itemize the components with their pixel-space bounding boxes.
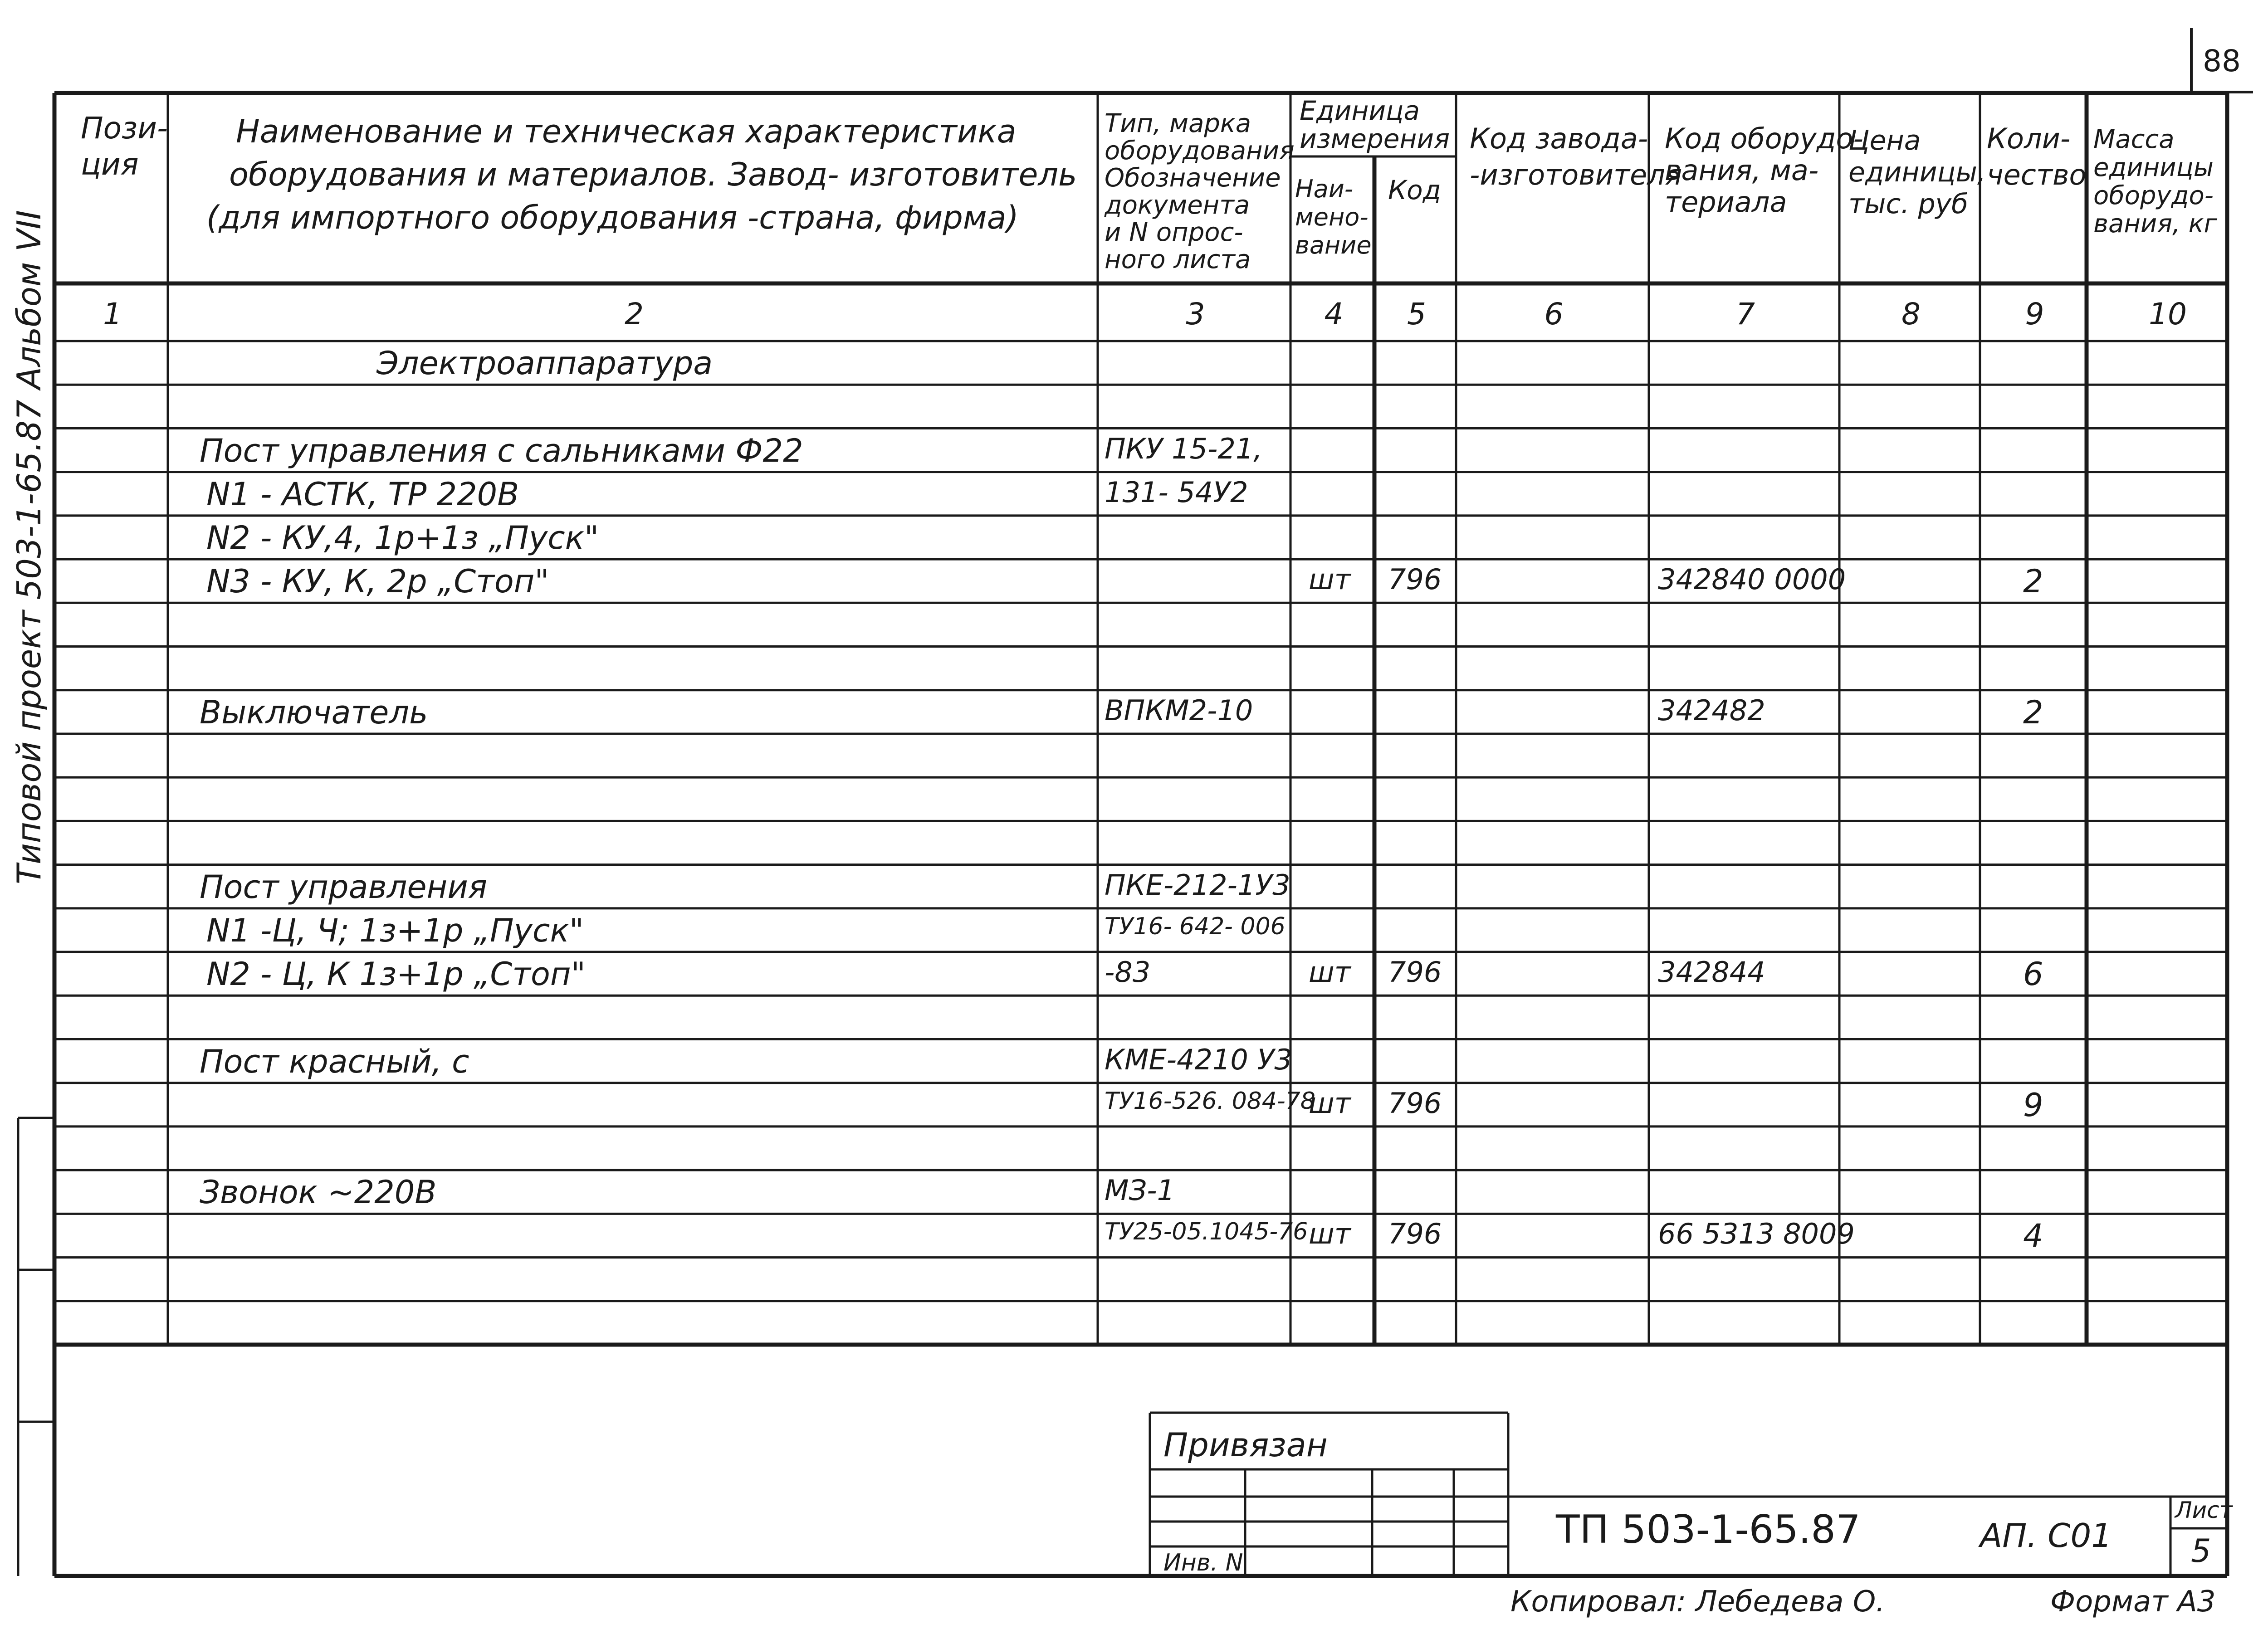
header-factory-code-label: Код завода- xyxy=(1470,122,1648,155)
page-number-box xyxy=(2190,28,2253,93)
row-quantity: 4 xyxy=(2023,1217,2043,1255)
header-material-code-label: вания, ма- xyxy=(1665,154,1819,187)
row-name: Пост красный, с xyxy=(200,1043,469,1080)
column-number: 9 xyxy=(2025,297,2044,332)
page-number: 88 xyxy=(2203,44,2241,78)
row-type: КМЕ-4210 У3 xyxy=(1105,1043,1292,1076)
row-type: ТУ25-05.1045-76 xyxy=(1105,1218,1308,1246)
header-unit-label: измерения xyxy=(1300,123,1450,154)
column-number: 3 xyxy=(1186,297,1205,332)
header-type-label: Тип, марка xyxy=(1105,109,1251,138)
header-type-label: Обозначение xyxy=(1105,163,1281,193)
column-number: 5 xyxy=(1407,297,1426,332)
header-factory-code-label: -изготовителя xyxy=(1470,158,1682,191)
row-quantity: 9 xyxy=(2023,1086,2043,1124)
sheet-number: 5 xyxy=(2191,1532,2211,1570)
header-unit-name-label: вание xyxy=(1295,231,1372,259)
column-number: 6 xyxy=(1544,297,1564,332)
row-quantity: 2 xyxy=(2023,693,2043,731)
column-number: 7 xyxy=(1736,297,1755,332)
row-unit: шт xyxy=(1309,1086,1351,1120)
row-material-code: 342840 0000 xyxy=(1658,563,1846,596)
row-type: ТУ16-526. 084-78 xyxy=(1105,1087,1315,1115)
row-material-code: 342482 xyxy=(1658,693,1765,727)
row-material-code: 66 5313 8009 xyxy=(1658,1217,1855,1251)
header-quantity-label: Коли- xyxy=(1987,122,2071,155)
row-name: N2 - КУ,4, 1р+1з „Пуск" xyxy=(206,519,599,556)
header-unit-name-label: Наи- xyxy=(1295,175,1354,203)
header-quantity-label: чество xyxy=(1987,158,2087,191)
row-type: ТУ16- 642- 006 xyxy=(1105,912,1286,940)
row-type: 131- 54У2 xyxy=(1105,475,1248,509)
row-unit-code: 796 xyxy=(1388,563,1442,596)
row-name: N2 - Ц, К 1з+1р „Стоп" xyxy=(206,956,586,993)
column-number: 8 xyxy=(1901,297,1921,332)
header-mass-label: вания, кг xyxy=(2093,209,2217,239)
side-label: Типовой проект 503-1-65.87 Альбом VII xyxy=(10,210,48,884)
header-material-code-label: Код оборудо- xyxy=(1665,122,1863,155)
row-type: -83 xyxy=(1105,956,1151,989)
document-code: АП. С01 xyxy=(1980,1517,2112,1555)
row-unit: шт xyxy=(1309,563,1351,596)
row-unit: шт xyxy=(1309,956,1351,989)
header-type-label: документа xyxy=(1105,190,1250,220)
header-mass-label: единицы xyxy=(2093,153,2214,182)
header-price-label: Цена xyxy=(1848,125,1921,156)
inv-label: Инв. N xyxy=(1163,1549,1243,1576)
column-number: 4 xyxy=(1324,297,1344,332)
header-price-label: тыс. руб xyxy=(1848,188,1969,220)
column-number: 1 xyxy=(103,297,122,332)
header-type-label: и N опрос- xyxy=(1105,218,1243,247)
row-name: Звонок ~220В xyxy=(200,1174,437,1211)
header-mass-label: оборудо- xyxy=(2093,181,2214,210)
row-unit-code: 796 xyxy=(1388,956,1442,989)
row-quantity: 2 xyxy=(2023,563,2043,600)
format-label: Формат А3 xyxy=(2050,1585,2216,1619)
row-name: N1 -Ц, Ч; 1з+1р „Пуск" xyxy=(206,912,584,949)
row-type: МЗ-1 xyxy=(1105,1174,1175,1207)
header-type-label: оборудования xyxy=(1105,136,1295,166)
copied-by: Копировал: Лебедева О. xyxy=(1510,1585,1885,1619)
header-type-label: ного листа xyxy=(1105,245,1251,274)
row-material-code: 342844 xyxy=(1658,956,1765,989)
row-name: N1 - АСТК, ТР 220В xyxy=(206,475,519,513)
row-type: ПКЕ-212-1У3 xyxy=(1105,868,1290,902)
column-number: 2 xyxy=(625,297,644,332)
row-name: Пост управления с сальниками Ф22 xyxy=(200,432,803,469)
header-material-code-label: териала xyxy=(1665,185,1787,219)
row-type: ВПКМ2-10 xyxy=(1105,693,1253,727)
row-quantity: 6 xyxy=(2023,956,2043,993)
sheet-label: Лист xyxy=(2175,1497,2233,1523)
row-name: N3 - КУ, К, 2р „Стоп" xyxy=(206,563,549,600)
header-mass-label: Масса xyxy=(2093,125,2175,154)
row-type: ПКУ 15-21, xyxy=(1105,432,1262,465)
row-unit-code: 796 xyxy=(1388,1086,1442,1120)
header-position-label: Пози- xyxy=(81,111,168,146)
header-name-label: оборудования и материалов. Завод- изготовитель xyxy=(229,156,1077,193)
row-name: Выключатель xyxy=(200,693,428,731)
header-unit-name-label: мено- xyxy=(1295,203,1369,231)
header-name-label: (для импортного оборудования -страна, фирма) xyxy=(206,199,1019,236)
row-name: Пост управления xyxy=(200,868,487,906)
header-unit-code-label: Код xyxy=(1388,175,1441,205)
header-unit-label: Единица xyxy=(1300,95,1420,126)
designation: ТП 503-1-65.87 xyxy=(1556,1507,1861,1552)
row-name: Электроаппаратура xyxy=(376,345,713,382)
privyazan-label: Привязан xyxy=(1163,1426,1328,1464)
row-unit: шт xyxy=(1309,1217,1351,1251)
header-position-label: ция xyxy=(81,147,139,182)
header-price-label: единицы, xyxy=(1848,156,1986,188)
header-name-label: Наименование и техническая характеристика xyxy=(236,113,1017,150)
column-number: 10 xyxy=(2149,297,2187,332)
row-unit-code: 796 xyxy=(1388,1217,1442,1251)
